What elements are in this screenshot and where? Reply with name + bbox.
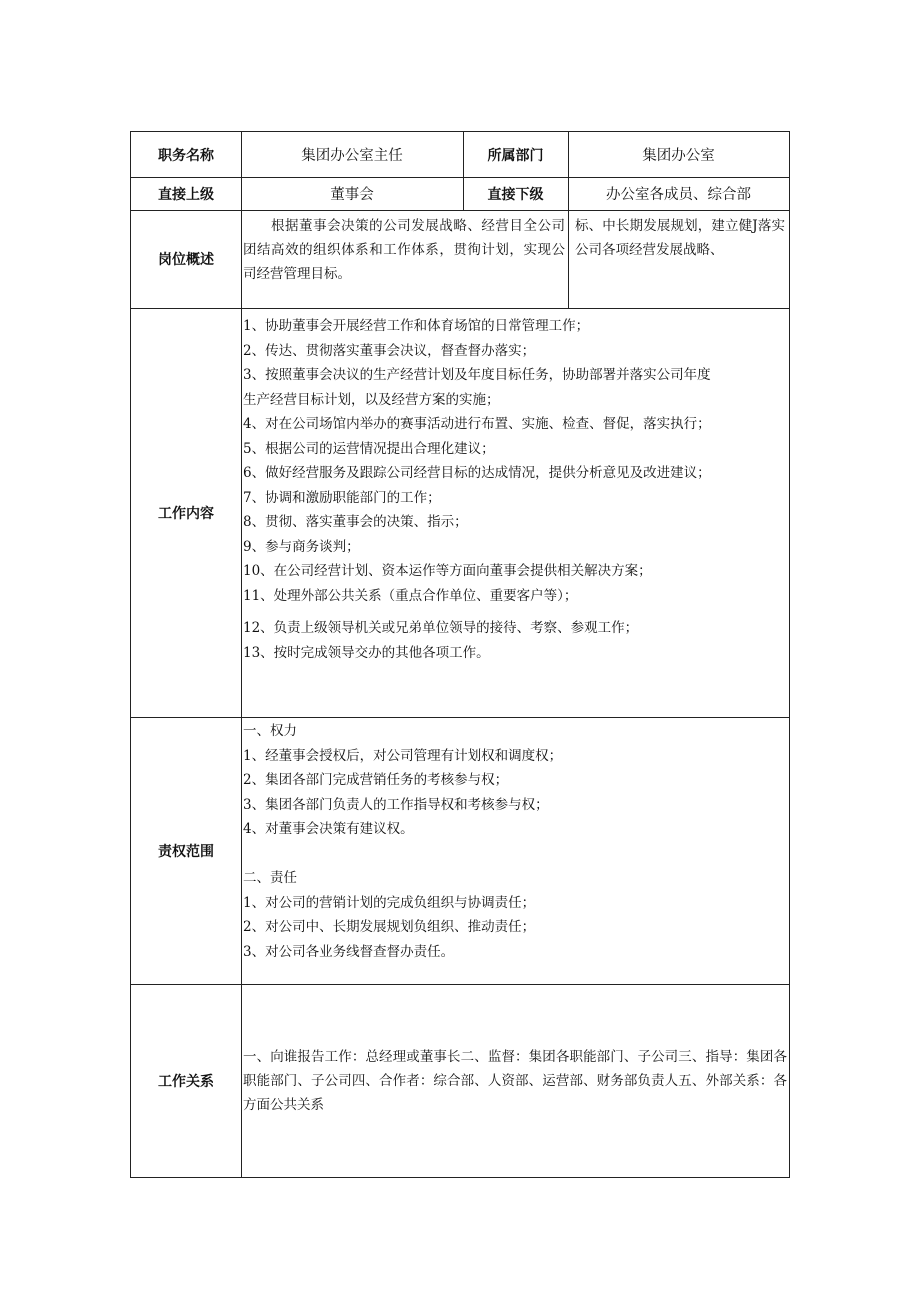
work-content-list	[243, 314, 787, 714]
subordinate-label: 直接下级	[487, 186, 544, 203]
list-item: 13、按时完成领导交办的其他各项工作。	[243, 644, 490, 661]
list-item: 3、对公司各业务线督查督办责任。	[243, 943, 455, 960]
overview-label: 岗位概述	[158, 252, 214, 268]
list-item: 1、对公司的营销计划的完成负组织与协调责任；	[243, 894, 536, 911]
list-item: 4、对董事会决策有建议权。	[243, 821, 414, 837]
list-item: 3、按照董事会决议的生产经营计划及年度目标任务，协助部署并落实公司年度	[243, 367, 711, 383]
position-value: 集团办公室主任	[301, 148, 403, 164]
spacer	[243, 842, 787, 867]
department-label: 所属部门	[487, 147, 544, 164]
authority-label: 责权范围	[158, 843, 214, 860]
authority-list	[243, 719, 787, 981]
list-item: 9、参与商务谈判；	[243, 538, 360, 555]
relations-text: 一、向谁报告工作：总经理或董事长二、监督：集团各职能部门、子公司三、指导：集团各职能部门、子公司四、合作者：综合部、人资部、运营部、财务部负责人五、外部关系：各方面公共关系	[243, 1048, 787, 1113]
list-item: 8、贯彻、落实董事会的决策、指示；	[243, 514, 468, 530]
list-item: 3、集团各部门负责人的工作指导权和考核参与权；	[243, 796, 549, 813]
list-item: 11、处理外部公共关系（重点合作单位、重要客户等）；	[243, 587, 578, 604]
list-item: 12、负责上级领导机关或兄弟单位领导的接待、考察、参观工作；	[243, 620, 639, 636]
list-item: 1、经董事会授权后，对公司管理有计划权和调度权；	[243, 747, 563, 764]
power-title: 一、权力	[243, 723, 297, 739]
list-item: 1、协助董事会开展经营工作和体育场馆的日常管理工作；	[243, 318, 590, 334]
department-value: 集团办公室	[642, 148, 715, 164]
job-description-table	[130, 131, 790, 1178]
position-label: 职务名称	[158, 147, 214, 164]
relations-cell	[243, 984, 787, 1177]
relations-label: 工作关系	[158, 1073, 214, 1090]
superior-value: 董事会	[330, 187, 374, 203]
overview-right-text: 标、中长期发展规划，建立健J落实公司各项经营发展战略、	[575, 218, 785, 258]
list-item: 5、根据公司的运营情况提出合理化建议；	[243, 440, 495, 457]
overview-left-text: 根据董事会决策的公司发展战略、经营目全公司团结高效的组织体系和工作体系，贯徇计划，实现公司经营管理目标。	[243, 218, 565, 282]
duty-title: 二、责任	[243, 870, 297, 886]
subordinate-value: 办公室各成员、综合部	[606, 187, 751, 203]
list-item: 2、集团各部门完成营销任务的考核参与权；	[243, 772, 509, 788]
superior-label: 直接上级	[158, 186, 214, 203]
list-item: 7、协调和激励职能部门的工作；	[243, 489, 441, 506]
label-column-divider	[241, 132, 242, 1177]
list-item: 6、做好经营服务及跟踪公司经营目标的达成情况，提供分析意见及改进建议；	[243, 465, 711, 481]
work-content-label: 工作内容	[158, 505, 214, 522]
list-item: 4、对在公司场馆内举办的赛事活动进行布置、实施、检查、督促，落实执行；	[243, 416, 711, 432]
list-item: 生产经营目标计划，以及经营方案的实施；	[243, 391, 500, 408]
list-item: 2、对公司中、长期发展规划负组织、推动责任；	[243, 919, 536, 935]
list-item: 10、在公司经营计划、资本运作等方面向董事会提供相关解决方案；	[243, 563, 652, 579]
list-item: 2、传达、贯彻落实董事会决议，督查督办落实；	[243, 342, 536, 359]
